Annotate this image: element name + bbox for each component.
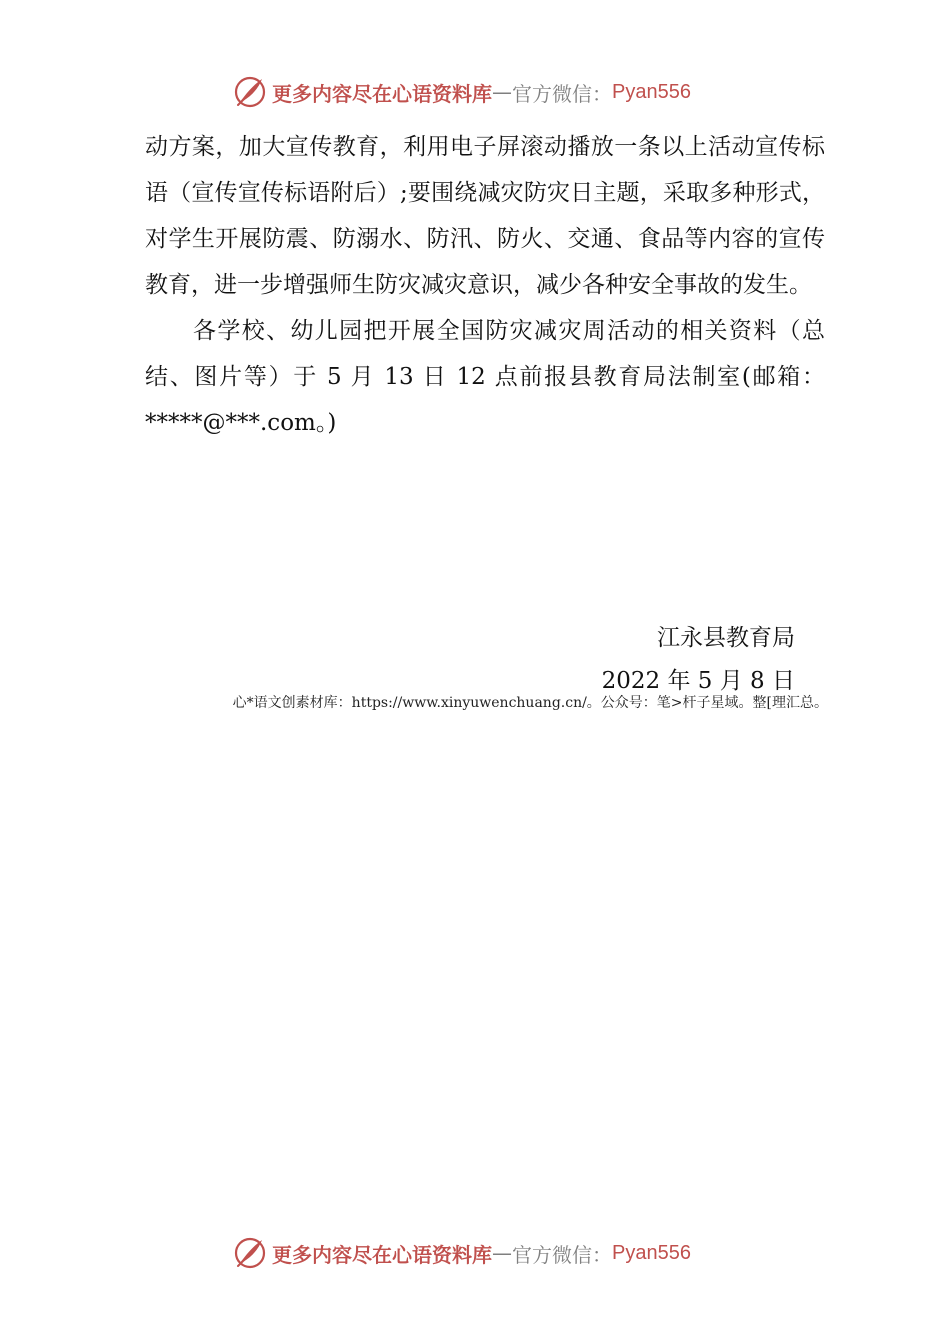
quill-pen-logo-icon bbox=[232, 1235, 268, 1271]
signature-organization: 江永县教育局 bbox=[657, 625, 795, 651]
banner-wechat-id: Pyan556 bbox=[612, 1241, 691, 1264]
banner-wechat-label: 官方微信： bbox=[512, 81, 612, 106]
banner-title: 更多内容尽在心语资料库 bbox=[272, 81, 492, 106]
header-banner bbox=[232, 72, 691, 112]
footer-banner bbox=[232, 1233, 691, 1273]
banner-title: 更多内容尽在心语资料库 bbox=[272, 1242, 492, 1267]
document-body bbox=[145, 124, 825, 446]
quill-pen-logo-icon bbox=[232, 74, 268, 110]
signature-date: 2022 年 5 月 8 日 bbox=[601, 668, 795, 694]
banner-dash: — bbox=[492, 1241, 512, 1265]
banner-dash: — bbox=[492, 80, 512, 104]
paragraph-submission: 各学校、幼儿园把开展全国防灾减灾周活动的相关资料（总结、图片等）于 5 月 13 日 12 点前报县教育局法制室(邮箱：*****@***.com。) bbox=[145, 318, 825, 436]
banner-wechat-id: Pyan556 bbox=[612, 80, 691, 103]
source-note: 心*语文创素材库：https://www.xinyuwenchuang.cn/。公众号：笔>杆子星域。整[理汇总。 bbox=[232, 695, 828, 711]
paragraph-activity-plan: 动方案，加大宣传教育，利用电子屏滚动播放一条以上活动宣传标语（宣传宣传标语附后）;要围绕减灾防灾日主题，采取多种形式，对学生开展防震、防溺水、防汛、防火、交通、食品等内容的宣传教育，进一步增强师生防灾减灾意识，减少各种安全事故的发生。 bbox=[145, 134, 825, 298]
banner-wechat-label: 官方微信： bbox=[512, 1242, 612, 1267]
